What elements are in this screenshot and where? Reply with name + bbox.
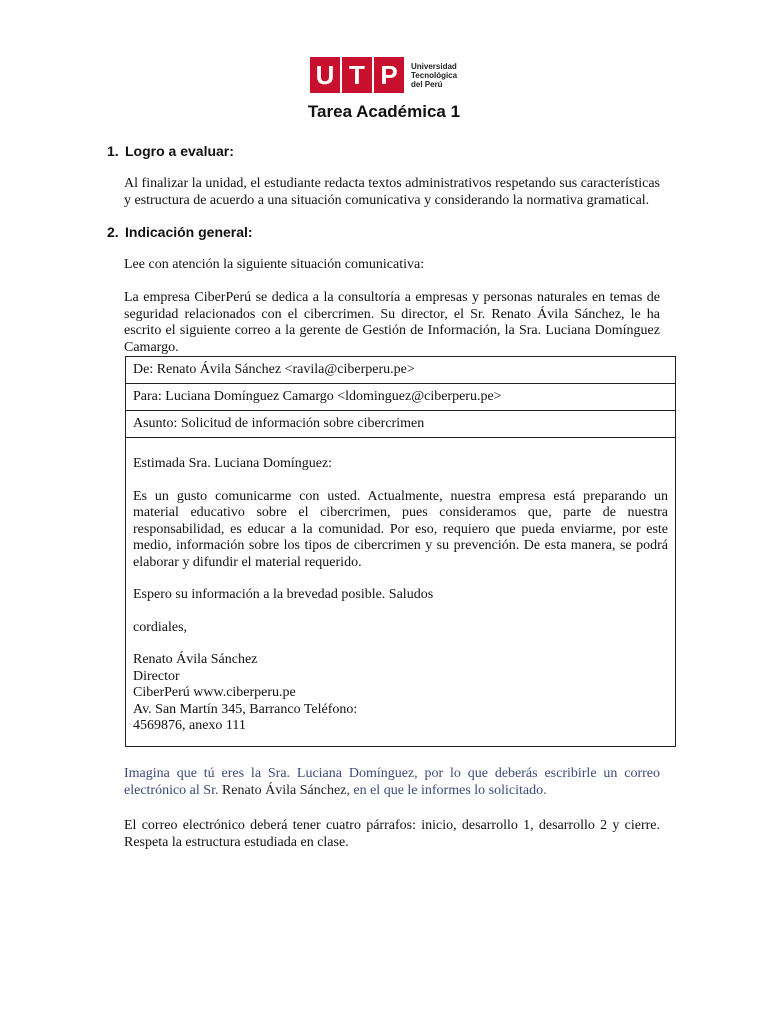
logo-letter-u: U — [310, 57, 340, 93]
signature-role: Director — [133, 668, 180, 684]
email-greeting: Estimada Sra. Luciana Domínguez: — [133, 456, 333, 471]
signature-name: Renato Ávila Sánchez — [133, 652, 258, 667]
utp-logo — [310, 57, 457, 93]
final-note: El correo electrónico deberá tener cuatro párrafos: inicio, desarrollo 1, desarrollo 2 y cierre. Respeta la estructura estudiada en clase. — [124, 818, 660, 850]
section-2-intro: Lee con atención la siguiente situación comunicativa: — [124, 257, 425, 272]
logo-letter-p: P — [374, 57, 404, 93]
signature-company: CiberPerú www.ciberperu.pe — [133, 685, 296, 700]
section-2-heading: 2. Indicación general: — [107, 224, 253, 240]
section-1-heading: 1. Logro a evaluar: — [107, 143, 234, 159]
signature-address: Av. San Martín 345, Barranco Teléfono: — [133, 701, 358, 717]
email-box — [125, 356, 676, 747]
section-2-context: La empresa CiberPerú se dedica a la consultoría a empresas y personas naturales en temas de seguridad relacionados con el cibercrimen. Su director, el Sr. Renato Ávila Sánchez, le ha escrito el siguiente correo a la gerente de Gestión de Información, la Sra. Luciana Domínguez Camargo. — [124, 290, 660, 355]
signature-phone: 4569876, anexo 111 — [133, 718, 246, 733]
email-from: De: Renato Ávila Sánchez <ravila@ciberperu.pe> — [126, 357, 675, 384]
section-1-text: Al finalizar la unidad, el estudiante redacta textos administrativos respetando sus características y estructura de acuerdo a una situación comunicativa y considerando la normativa gramatical. — [124, 176, 660, 208]
email-closing-1: Espero su información a la brevedad posible. Saludos — [133, 587, 434, 602]
email-body — [126, 438, 675, 735]
email-closing-2: cordiales, — [133, 619, 188, 635]
logo-letter-t: T — [342, 57, 372, 93]
logo-university-name: Universidad Tecnológica del Perú — [411, 61, 458, 89]
page-title: Tarea Académica 1 — [307, 102, 461, 121]
email-main-paragraph: Es un gusto comunicarme con usted. Actualmente, nuestra empresa está preparando un material educativo sobre el cibercrimen, pues consideramos que, parte de nuestra responsabilidad, es educar a la comunidad. Por eso, requiero que pueda enviarme, por este medio, información sobre los tipos de cibercrimen y su prevención. De esta manera, se podrá elaborar y difundir el material requerido. — [133, 488, 668, 570]
email-subject: Asunto: Solicitud de información sobre cibercrimen — [126, 411, 675, 438]
email-to: Para: Luciana Domínguez Camargo <ldominguez@ciberperu.pe> — [126, 384, 675, 411]
instruction-text: Imagina que tú eres la Sra. Luciana Domínguez, por lo que deberás escribirle un correo electrónico al Sr. Renato Ávila Sánchez, en el que le informes lo solicitado. — [124, 766, 660, 798]
